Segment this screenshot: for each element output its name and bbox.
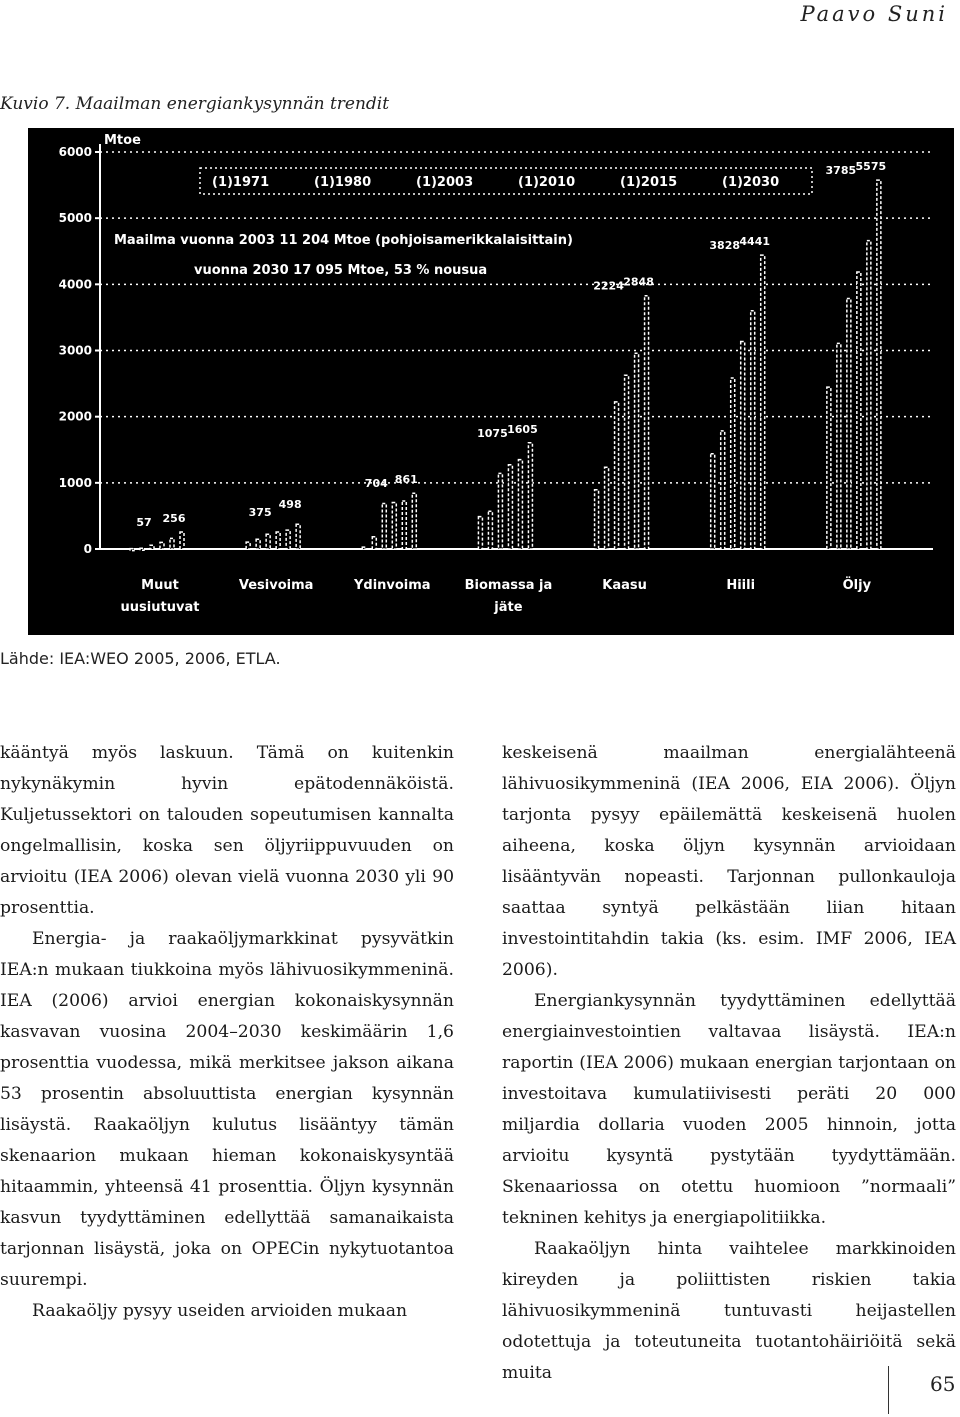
bar [412, 493, 416, 549]
paragraph: kääntyä myös laskuun. Tämä on kuitenkin nykynäkymin hyvin epätodennäköistä. Kuljetussektori on talouden sopeutumisen kannalta ongelmallisin, koska sen öljyriippuvuuden on arvioitu (IEA 2006) olevan vielä vuonna 2030 yli 90 prosenttia. [0, 743, 454, 918]
bar [382, 504, 386, 549]
y-tick-label: 2000 [58, 409, 92, 424]
bar-data-label: 57 [136, 516, 152, 530]
legend-entry: (1)2010 [518, 175, 576, 190]
bar-data-label: 256 [162, 512, 186, 526]
bar-data-label: 3828 [709, 239, 741, 253]
chart-svg [28, 128, 954, 635]
x-category-label: Hiili [726, 578, 756, 593]
bar [498, 473, 502, 549]
bar [488, 511, 492, 549]
bar [392, 502, 396, 549]
legend-entry: (1)1971 [212, 175, 270, 190]
bar [478, 517, 482, 549]
bar [518, 460, 522, 549]
bar [180, 532, 184, 549]
body-column-left [0, 738, 454, 1327]
page-number-rule [888, 1366, 889, 1414]
chart-note-2003: Maailma vuonna 2003 11 204 Mtoe (pohjoisamerikkalaisittain) [114, 233, 573, 248]
body-column-right [502, 738, 956, 1389]
bar-data-label: 498 [278, 498, 302, 512]
bar [246, 542, 250, 549]
paragraph: Energiankysynnän tyydyttäminen edellyttää energiainvestointien valtavaa lisäystä. IEA:n raportin (IEA 2006) mukaan energian tarjontaan on investoitava kumulatiivisesti peräti 20 000 miljardia dollaria vuoden 2005 hinnoin, jotta arvioitu kysyntä pystytään tyydyttämään. Skenaariossa on otettu huomioon ”normaali” tekninen kehitys ja energiapolitiikka. [502, 991, 956, 1228]
figure-caption: Kuvio 7. Maailman energiankysynnän trendit [0, 94, 390, 114]
bar [170, 538, 174, 549]
bar [528, 443, 532, 549]
bar [711, 454, 715, 549]
bar [751, 311, 755, 549]
bar-data-label: 1605 [507, 422, 538, 436]
legend-entry: (1)2015 [620, 175, 678, 190]
bar-data-label: 5575 [855, 160, 887, 174]
bar-data-label: 704 [364, 477, 388, 491]
bar [595, 490, 599, 549]
bar [286, 530, 290, 549]
legend-entry: (1)2030 [722, 175, 780, 190]
bar [837, 343, 841, 549]
bar [731, 378, 735, 549]
bar [847, 299, 851, 549]
bar-data-label: 3785 [825, 164, 857, 178]
bar [645, 296, 649, 549]
paragraph: Raakaöljy pysyy useiden arvioiden mukaan [32, 1301, 408, 1321]
bar-data-label: 1075 [477, 426, 508, 440]
bar [266, 534, 270, 549]
figure-source: Lähde: IEA:WEO 2005, 2006, ETLA. [0, 649, 281, 668]
bar-data-label: 2224 [593, 279, 624, 293]
energy-demand-chart [28, 128, 954, 635]
bar [296, 524, 300, 549]
bar [160, 542, 164, 549]
bar [625, 375, 629, 549]
bar [150, 545, 154, 549]
bar-data-label: 861 [394, 473, 418, 487]
x-category-label: Vesivoima [238, 578, 314, 593]
y-tick-label: 5000 [58, 211, 92, 226]
bar [741, 342, 745, 549]
bar [362, 547, 366, 549]
chart-note-2030: vuonna 2030 17 095 Mtoe, 53 % nousua [194, 263, 488, 278]
page-number: 65 [930, 1372, 956, 1396]
legend-entry: (1)1980 [314, 175, 372, 190]
bar [372, 537, 376, 549]
bar [256, 539, 260, 549]
bar [140, 548, 144, 550]
bar [867, 241, 871, 549]
paragraph: keskeisenä maailman energialähteenä lähivuosikymmeninä (IEA 2006, EIA 2006). Öljyn tarjonta pysyy epäilemättä keskeisenä huolen aiheena, koska öljyn kysynnän arvioidaan lisääntyvän nopeasti. Tarjonnan pullonkauloja saattaa syntyä pelkästään liian hitaan investointitahdin takia (ks. esim. IMF 2006, IEA 2006). [502, 743, 956, 980]
bar [721, 431, 725, 549]
legend-entry: (1)2003 [416, 175, 474, 190]
bar [877, 180, 881, 549]
bar [635, 353, 639, 549]
bar [827, 387, 831, 549]
x-category-label: Ydinvoima [353, 578, 431, 593]
bar [276, 532, 280, 549]
bar [130, 549, 134, 551]
y-tick-label: 4000 [58, 277, 92, 292]
x-category-label: jäte [494, 600, 523, 615]
bar [605, 467, 609, 549]
x-category-label: uusiutuvat [120, 600, 200, 615]
y-tick-label: 6000 [58, 145, 92, 159]
running-header-author: Paavo Suni [800, 2, 948, 26]
bar [857, 272, 861, 549]
bar [761, 255, 765, 549]
x-category-label: Öljy [842, 578, 872, 593]
paragraph: Energia- ja raakaöljymarkkinat pysyvätkin IEA:n mukaan tiukkoina myös lähivuosikymmeninä. IEA (2006) arvioi energian kokonaiskysynnän kasvavan vuosina 2004–2030 keskimäärin 1,6 prosenttia vuodessa, mikä merkitsee jakson aikana 53 prosentin absoluuttista energian kysynnän lisäystä. Raakaöljyn kulutus lisääntyy tämän skenaarion mukaan hieman kokonaiskysyntää hitaammin, yhteensä 41 prosenttia. Öljyn kysynnän kasvun tyydyttäminen edellyttää samanaikaista tarjonnan lisäystä, joka on OPECin nykytuotantoa suurempi. [0, 929, 454, 1290]
y-tick-label: 0 [83, 542, 92, 556]
x-category-label: Kaasu [602, 578, 647, 593]
bar-data-label: 375 [248, 506, 272, 520]
bar [508, 465, 512, 549]
x-category-label: Biomassa ja [464, 578, 553, 593]
bar [615, 402, 619, 549]
y-tick-label: 3000 [58, 343, 92, 358]
bar [402, 501, 406, 549]
x-category-label: Muut [141, 578, 179, 593]
paragraph: Raakaöljyn hinta vaihtelee markkinoiden kireyden ja poliittisten riskien takia lähivuosikymmeninä tuntuvasti heijastellen odotettuja ja toteutuneita tuotantohäiriöitä sekä muita [502, 1239, 956, 1383]
y-axis-unit-label: Mtoe [104, 133, 141, 148]
bar-data-label: 4441 [739, 235, 771, 249]
y-tick-label: 1000 [58, 475, 92, 490]
bar-data-label: 2848 [623, 275, 654, 289]
